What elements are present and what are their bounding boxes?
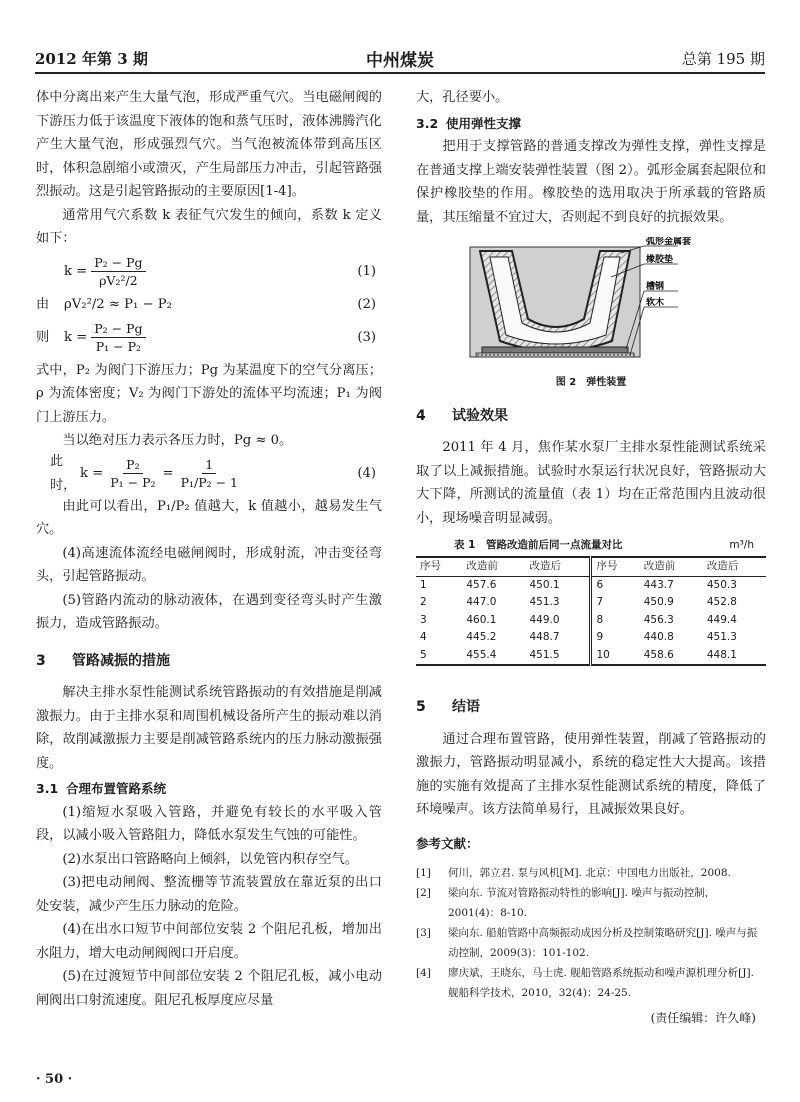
table-caption — [416, 534, 766, 556]
table-cell: 451.3 — [706, 631, 737, 643]
paragraph: 通常用气穴系数 k 表征气穴发生的倾向，系数 k 定义如下： — [36, 207, 382, 246]
eq-lead: 则 — [36, 329, 50, 345]
table-row — [416, 612, 766, 630]
eq-denominator: P₁/P₂ − 1 — [180, 475, 238, 490]
label-arc-metal-sleeve: 弧形金属套 — [646, 237, 692, 247]
table-cell: 452.8 — [706, 596, 737, 608]
section-number: 5 — [416, 699, 426, 715]
paragraph: 2011 年 4 月，焦作某水泵厂主排水泵性能测试系统采取了以上减振措施。试验时水泵运行状况良好，管路振动大大下降，所测试的流量值（表 1）均在正常范围内且波动很小，现场噪音明显减弱。 — [416, 440, 766, 526]
label-channel-steel: 槽钢 — [646, 282, 665, 292]
table-cell: 440.8 — [643, 631, 674, 643]
table-cell: 10 — [591, 647, 640, 666]
label-rubber-pad: 橡胶垫 — [646, 255, 674, 265]
reference-item — [416, 963, 766, 1003]
equation-4 — [36, 453, 382, 495]
table-unit: m³/h — [729, 539, 754, 551]
eq-body: ρV₂²/2 ≈ P₁ − P₂ — [64, 296, 172, 312]
reference-text: 何川，郭立君. 泵与风机[M]. 北京：中国电力出版社，2008. — [448, 867, 731, 879]
eq-lhs: k = — [80, 465, 104, 481]
table-cell: 3 — [420, 613, 427, 626]
eq-numerator: P₂ − Pg — [91, 320, 145, 338]
subsection-number: 3.1 — [36, 781, 59, 796]
paragraph: 体中分离出来产生大量气泡，形成严重气穴。当电磁闸阀的下游压力低于该温度下液体的饱和蒸气压时，液体沸腾汽化产生大量气泡，形成强烈气穴。当气泡被流体带到高压区时，体积急剧缩小或溃灭，产生局部压力冲击，引起管路强烈振动。这是引起管路振动的主要原因[1-4]。 — [36, 90, 382, 199]
table-cell: 451.5 — [529, 648, 560, 661]
paragraph: (1)缩短水泵吸入管路，并避免有较长的水平吸入管段，以减小吸入管路阻力，降低水泵发生气蚀的可能性。 — [36, 804, 382, 843]
equation-1 — [36, 251, 382, 293]
table-cell: 449.4 — [706, 613, 737, 626]
reference-number: [4] — [416, 967, 431, 979]
table-cell: 4 — [420, 631, 427, 643]
table-header: 改造后 — [706, 560, 739, 572]
reference-number: [1] — [416, 867, 431, 879]
eq-denominator: P₁ − P₂ — [95, 339, 141, 354]
table-cell: 445.2 — [466, 631, 497, 643]
table-header: 序号 — [591, 557, 640, 576]
reference-text: 梁向东. 船舶管路中高频振动成因分析及控制策略研究[J]. 噪声与振动控制，2009(3)：101-102. — [448, 927, 758, 959]
total-issue-label: 总第 195 期 — [681, 50, 765, 68]
journal-title: 中州煤炭 — [366, 51, 434, 71]
paragraph: 把用于支撑管路的普通支撑改为弹性支撑，弹性支撑是在普通支撑上端安装弹性装置（图 2）。弧形金属套起限位和保护橡胶垫的作用。橡胶垫的选用取决于所承载的管路质量，其压缩量不宜过大，否则起不到良好的抗振效果。 — [416, 139, 766, 225]
paragraph: 由此可以看出，P₁/P₂ 值越大，k 值越小，越易发生气穴。 — [36, 498, 382, 537]
eq-lhs: k = — [64, 263, 88, 279]
table-cell: 455.4 — [466, 648, 497, 661]
table-header-row — [416, 557, 766, 576]
table-header: 改造前 — [466, 560, 498, 572]
equation-number: (3) — [357, 329, 376, 345]
references-list — [416, 863, 766, 1003]
section-title: 结语 — [452, 699, 480, 715]
page-header — [35, 44, 765, 74]
eq-equals: = — [162, 465, 174, 481]
eq-lead: 由 — [36, 296, 50, 312]
paragraph: (3)把电动闸阀、整流栅等节流装置放在靠近泵的出口处安装，减少产生压力脉动的危险。 — [36, 875, 382, 914]
left-column — [36, 86, 382, 1012]
table-cell: 450.1 — [529, 578, 560, 591]
reference-item — [416, 923, 766, 963]
responsible-editor: (责任编辑：许久峰) — [650, 1011, 756, 1025]
paragraph: 大，孔径要小。 — [416, 90, 509, 105]
table-cell: 6 — [591, 576, 640, 594]
reference-item — [416, 863, 766, 883]
table-cell: 5 — [420, 648, 427, 661]
paragraph: (5)在过渡短节中间部位安装 2 个阻尼孔板，减小电动闸阀出口射流速度。阻尼孔板厚度应尽量 — [36, 969, 382, 1008]
elastic-device-diagram — [416, 237, 766, 367]
right-column — [416, 86, 766, 1031]
table-cell: 457.6 — [466, 578, 497, 591]
eq-numerator: P₂ − Pg — [91, 254, 145, 272]
table-cell: 456.3 — [643, 613, 674, 626]
reference-number: [2] — [416, 887, 431, 899]
table-header: 改造后 — [529, 560, 561, 572]
eq-denominator: ρV₂²/2 — [99, 273, 138, 288]
subsection-heading-3-1 — [36, 777, 382, 801]
table-cell: 451.3 — [529, 596, 560, 608]
subsection-heading-3-2 — [416, 112, 766, 136]
section-number: 4 — [416, 407, 426, 424]
table-cell: 447.0 — [466, 596, 497, 608]
table-caption-text: 表 1 管路改造前后同一点流量对比 — [454, 539, 623, 551]
table-header: 改造前 — [643, 560, 676, 572]
equation-number: (1) — [357, 263, 376, 279]
paragraph: 解决主排水泵性能测试系统管路振动的有效措施是削减激振力。由于主排水泵和周围机械设备所产生的振动难以消除，故削减激振力主要是削减管路系统内的压力脉动激振强度。 — [36, 685, 382, 771]
section-title: 试验效果 — [452, 407, 508, 424]
subsection-title: 使用弹性支撑 — [446, 115, 522, 131]
table-cell: 2 — [420, 596, 427, 608]
soft-wood — [476, 353, 634, 357]
table-cell: 448.7 — [529, 631, 560, 643]
table-row — [416, 576, 766, 594]
page-number: · 50 · — [36, 1072, 73, 1087]
figure-elastic-device — [416, 237, 766, 367]
references-title: 参考文献： — [416, 835, 479, 851]
section-heading-4 — [416, 405, 766, 429]
section-heading-5 — [416, 696, 766, 720]
table-cell: 1 — [420, 578, 427, 591]
paragraph: 式中，P₂ 为阀门下游压力；Pg 为某温度下的空气分离压；ρ 为流体密度；V₂ 为阀门下游处的流体平均流速；P₁ 为阀门上游压力。 — [36, 362, 382, 425]
paragraph: (2)水泵出口管路略向上倾斜，以免管内积存空气。 — [62, 851, 359, 867]
reference-number: [3] — [416, 927, 431, 939]
table-cell: 9 — [591, 629, 640, 647]
equation-number: (4) — [357, 465, 376, 481]
section-heading-3 — [36, 650, 382, 674]
table-cell: 7 — [591, 594, 640, 612]
table-cell: 458.6 — [643, 648, 674, 661]
table-row — [416, 594, 766, 612]
equation-2 — [36, 293, 382, 317]
eq-numerator: P₂ — [123, 456, 142, 474]
table-cell: 8 — [591, 612, 640, 630]
eq-denominator: P₁ − P₂ — [110, 475, 156, 490]
paragraph: (4)在出水口短节中间部位安装 2 个阻尼孔板，增加出水阻力，增大电动闸阀阀口开启度。 — [36, 922, 382, 961]
eq-lhs: k = — [64, 329, 88, 345]
subsection-title: 合理布置管路系统 — [66, 781, 167, 796]
table-cell: 460.1 — [466, 613, 497, 626]
equation-number: (2) — [357, 296, 376, 312]
table-cell: 448.1 — [706, 648, 737, 661]
equation-3 — [36, 317, 382, 359]
reference-text: 廖庆斌，王晓东，马士虎. 舰船管路系统振动和噪声源机理分析[J]. 舰船科学技术，2010，32(4)：24-25. — [448, 967, 754, 999]
table-row — [416, 629, 766, 647]
figure-caption: 图 2 弹性装置 — [555, 377, 627, 388]
paragraph: (4)高速流体流经电磁闸阀时，形成射流，冲击变径弯头，引起管路振动。 — [36, 545, 382, 584]
reference-item — [416, 883, 766, 923]
eq-numerator: 1 — [202, 456, 216, 474]
table-cell: 450.9 — [643, 596, 674, 608]
paragraph: (5)管路内流动的脉动液体，在遇到变径弯头时产生激振力，造成管路振动。 — [36, 592, 382, 631]
subsection-number: 3.2 — [416, 115, 439, 131]
table-row — [416, 647, 766, 666]
paragraph: 通过合理布置管路，使用弹性装置，削减了管路振动的激振力，管路振动明显减小，系统的稳定性大大提高。该措施的实施有效提高了主排水泵性能测试系统的精度，降低了环境噪声。该方法简单易行，且减振效果良好。 — [416, 731, 766, 817]
eq-lead: 此时， — [50, 454, 77, 493]
paragraph: 当以绝对压力表示各压力时，Pg ≈ 0。 — [62, 433, 293, 448]
table-cell: 443.7 — [643, 578, 674, 591]
table-cell: 449.0 — [529, 613, 560, 626]
section-number: 3 — [36, 652, 46, 669]
issue-label: 2012 年第 3 期 — [35, 50, 148, 68]
channel-steel — [482, 347, 628, 353]
table-header: 序号 — [420, 560, 441, 572]
reference-text: 梁向东. 节流对管路振动特性的影响[J]. 噪声与振动控制，2001(4)：8-10. — [448, 887, 716, 919]
label-soft-wood: 软木 — [646, 298, 665, 308]
section-title: 管路减振的措施 — [72, 652, 170, 669]
table-cell: 450.3 — [706, 578, 737, 591]
flow-comparison-table — [416, 556, 766, 666]
